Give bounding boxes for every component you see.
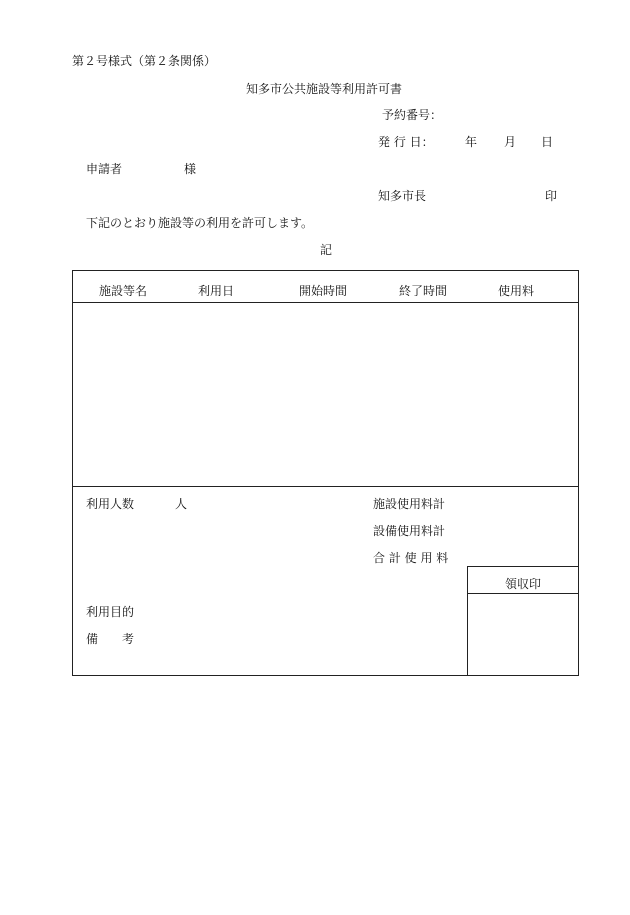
- grand-total-label: 合 計 使 用 料: [373, 551, 449, 565]
- equipment-fee-total-label: 設備使用料計: [373, 524, 446, 538]
- page-title: 知多市公共施設等利用許可書: [246, 82, 403, 96]
- issue-date-label: 発 行 日：: [378, 135, 434, 149]
- receipt-box-top: [467, 566, 578, 567]
- permit-table: [72, 270, 579, 676]
- ki-label: 記: [320, 243, 333, 257]
- issue-year-label: 年: [465, 135, 478, 149]
- header-fee: 使用料: [498, 284, 535, 298]
- header-usage-date: 利用日: [198, 284, 235, 298]
- applicant-label: 申請者: [86, 162, 123, 176]
- attendees-label: 利用人数: [86, 497, 135, 511]
- attendees-unit: 人: [175, 497, 188, 511]
- permission-statement: 下記のとおり施設等の利用を許可します。: [86, 216, 314, 230]
- header-facility-name: 施設等名: [99, 284, 148, 298]
- mayor-label: 知多市長: [378, 189, 427, 203]
- remarks-label: 備 考: [86, 632, 135, 646]
- receipt-seal-label: 領収印: [505, 577, 542, 591]
- header-start-time: 開始時間: [299, 284, 348, 298]
- issue-day-label: 日: [541, 135, 554, 149]
- applicant-honorific: 様: [184, 162, 197, 176]
- reservation-number-label: 予約番号：: [382, 108, 443, 122]
- details-divider: [73, 486, 578, 487]
- header-end-time: 終了時間: [399, 284, 448, 298]
- receipt-seal-area: [468, 594, 578, 675]
- facility-rows-area: [73, 303, 578, 486]
- issue-month-label: 月: [504, 135, 517, 149]
- mayor-seal: 印: [545, 189, 558, 203]
- form-number: 第２号様式（第２条関係）: [72, 54, 217, 68]
- purpose-label: 利用目的: [86, 605, 135, 619]
- facility-fee-total-label: 施設使用料計: [373, 497, 446, 511]
